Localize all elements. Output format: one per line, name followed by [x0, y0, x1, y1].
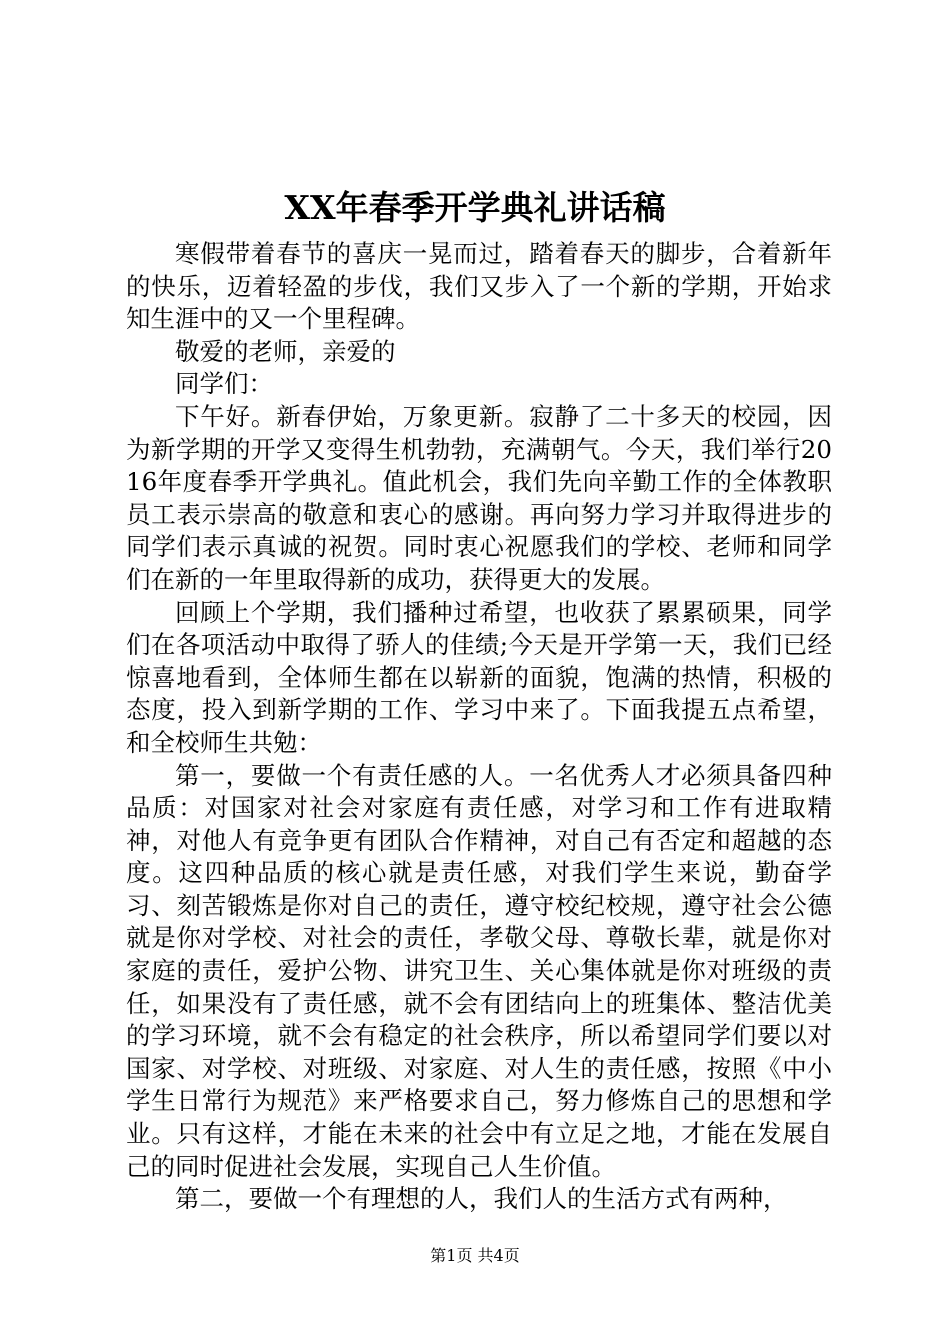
paragraph-salutation: 敬爱的老师，亲爱的 — [175, 336, 396, 366]
paragraph-point-two: 第二，要做一个有理想的人，我们人的生活方式有两种， — [175, 1184, 788, 1214]
paragraph-salutation-students: 同学们： — [175, 369, 273, 399]
document-title: XX年春季开学典礼讲话稿 — [284, 188, 666, 227]
page-number-footer: 第1页 共4页 — [430, 1246, 520, 1265]
document-body — [126, 238, 832, 1216]
paragraph-review: 回顾上个学期，我们播种过希望，也收获了累累硕果，同学们在各项活动中取得了骄人的佳绩;今天是开学第一天，我们已经惊喜地看到，全体师生都在以崭新的面貌，饱满的热情，积极的态度，投入到新学期的工作、学习中来了。下面我提五点希望，和全校师生共勉： — [126, 597, 832, 757]
paragraph-intro: 寒假带着春节的喜庆一晃而过，踏着春天的脚步，合着新年的快乐，迈着轻盈的步伐，我们又步入了一个新的学期，开始求知生涯中的又一个里程碑。 — [126, 239, 832, 334]
paragraph-greeting: 下午好。新春伊始，万象更新。寂静了二十多天的校园，因为新学期的开学又变得生机勃勃，充满朝气。今天，我们举行2016年度春季开学典礼。值此机会，我们先向辛勤工作的全体教职员工表示崇高的敬意和衷心的感谢。再向努力学习并取得进步的同学们表示真诚的祝贺。同时衷心祝愿我们的学校、老师和同学们在新的一年里取得新的成功，获得更大的发展。 — [126, 401, 832, 594]
paragraph-point-one: 第一，要做一个有责任感的人。一名优秀人才必须具备四种品质：对国家对社会对家庭有责任感，对学习和工作有进取精神，对他人有竞争更有团队合作精神，对自己有否定和超越的态度。这四种品质的核心就是责任感，对我们学生来说，勤奋学习、刻苦锻炼是你对自己的责任，遵守校纪校规，遵守社会公德就是你对学校、对社会的责任，孝敬父母、尊敬长辈，就是你对家庭的责任，爱护公物、讲究卫生、关心集体就是你对班级的责任，如果没有了责任感，就不会有团结向上的班集体、整洁优美的学习环境，就不会有稳定的社会秩序，所以希望同学们要以对国家、对学校、对班级、对家庭、对人生的责任感，按照《中小学生日常行为规范》来严格要求自己，努力修炼自己的思想和学业。只有这样，才能在未来的社会中有立足之地，才能在发展自己的同时促进社会发展，实现自己人生价值。 — [126, 760, 832, 1181]
